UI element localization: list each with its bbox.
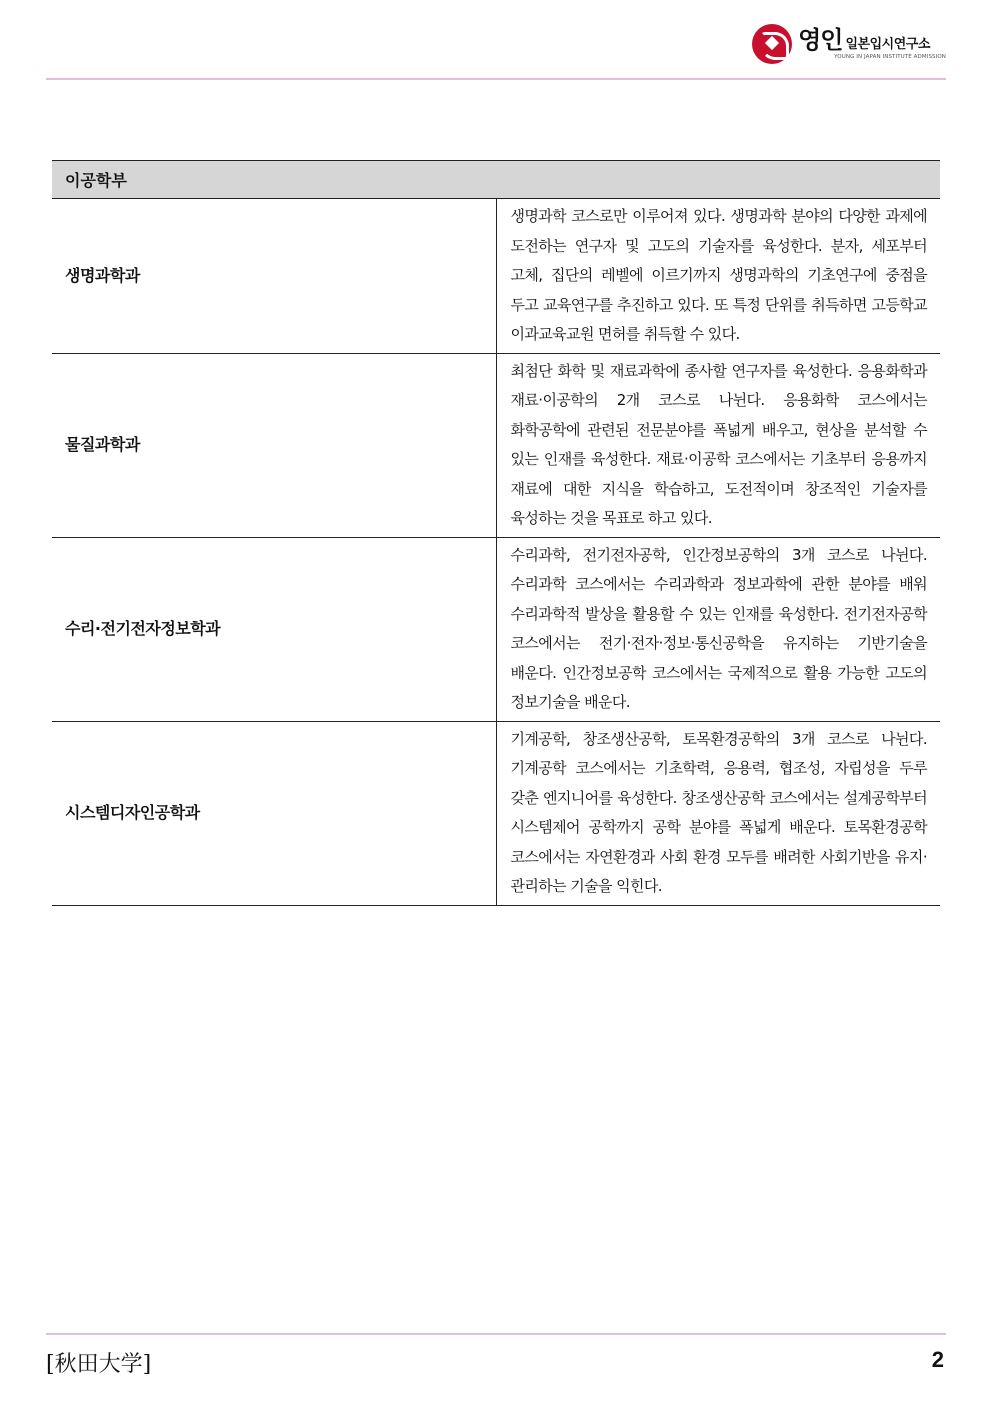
department-name: 물질과학과 bbox=[52, 353, 496, 537]
department-description: 생명과학 코스로만 이루어져 있다. 생명과학 분야의 다양한 과제에 도전하는 연구자 및 고도의 기술자를 육성한다. 분자, 세포부터 고체, 집단의 레벨에 이르기까지 생명과학의 기초연구에 중점을 두고 교육연구를 추진하고 있다. 또 특정 단위를 취득하면 고등학교 이과교육교원 면허를 취득할 수 있다. bbox=[496, 199, 940, 354]
footer-divider bbox=[46, 1333, 946, 1335]
page-number: 2 bbox=[931, 1347, 944, 1372]
department-description: 최첨단 화학 및 재료과학에 종사할 연구자를 육성한다. 응용화학과 재료·이공학의 2개 코스로 나뉜다. 응용화학 코스에서는 화학공학에 관련된 전문분야를 폭넓게 배우고, 현상을 분석할 수 있는 인재를 육성한다. 재료·이공학 코스에서는 기초부터 응용까지 재료에 대한 지식을 학습하고, 도전적이며 창조적인 기술자를 육성하는 것을 목표로 하고 있다. bbox=[496, 353, 940, 537]
department-name: 수리·전기전자정보학과 bbox=[52, 537, 496, 721]
department-description: 기계공학, 창조생산공학, 토목환경공학의 3개 코스로 나뉜다. 기계공학 코스에서는 기초학력, 응용력, 협조성, 자립성을 두루 갖춘 엔지니어를 육성한다. 창조생산공학 코스에서는 설계공학부터 시스템제어 공학까지 공학 분야를 폭넓게 배운다. 토목환경공학 코스에서는 자연환경과 사회 환경 모두를 배려한 사회기반을 유지·관리하는 기술을 익힌다. bbox=[496, 721, 940, 905]
page-header bbox=[0, 0, 992, 82]
logo-subtitle: YOUNG IN JAPAN INSTITUTE ADMISSION bbox=[834, 53, 946, 60]
department-description: 수리과학, 전기전자공학, 인간정보공학의 3개 코스로 나뉜다. 수리과학 코스에서는 수리과학과 정보과학에 관한 분야를 배워 수리과학적 발상을 활용할 수 있는 인재를 육성한다. 전기전자공학 코스에서는 전기·전자·정보·통신공학을 유지하는 기반기술을 배운다. 인간정보공학 코스에서는 국제적으로 활용 가능한 고도의 정보기술을 배운다. bbox=[496, 537, 940, 721]
university-name: [秋田大学] bbox=[46, 1352, 152, 1377]
logo-mark-icon bbox=[752, 24, 792, 64]
logo-main-text: 영인 bbox=[798, 25, 843, 54]
table-row bbox=[52, 537, 940, 721]
table-row bbox=[52, 721, 940, 905]
faculty-heading: 이공학부 bbox=[52, 161, 940, 199]
department-name: 시스템디자인공학과 bbox=[52, 721, 496, 905]
table-row bbox=[52, 199, 940, 354]
table-row bbox=[52, 353, 940, 537]
department-table bbox=[52, 160, 940, 906]
header-divider bbox=[46, 78, 946, 80]
logo-small-text: 일본입시연구소 bbox=[845, 36, 930, 52]
table-heading-row bbox=[52, 161, 940, 199]
department-name: 생명과학과 bbox=[52, 199, 496, 354]
logo bbox=[752, 22, 946, 66]
